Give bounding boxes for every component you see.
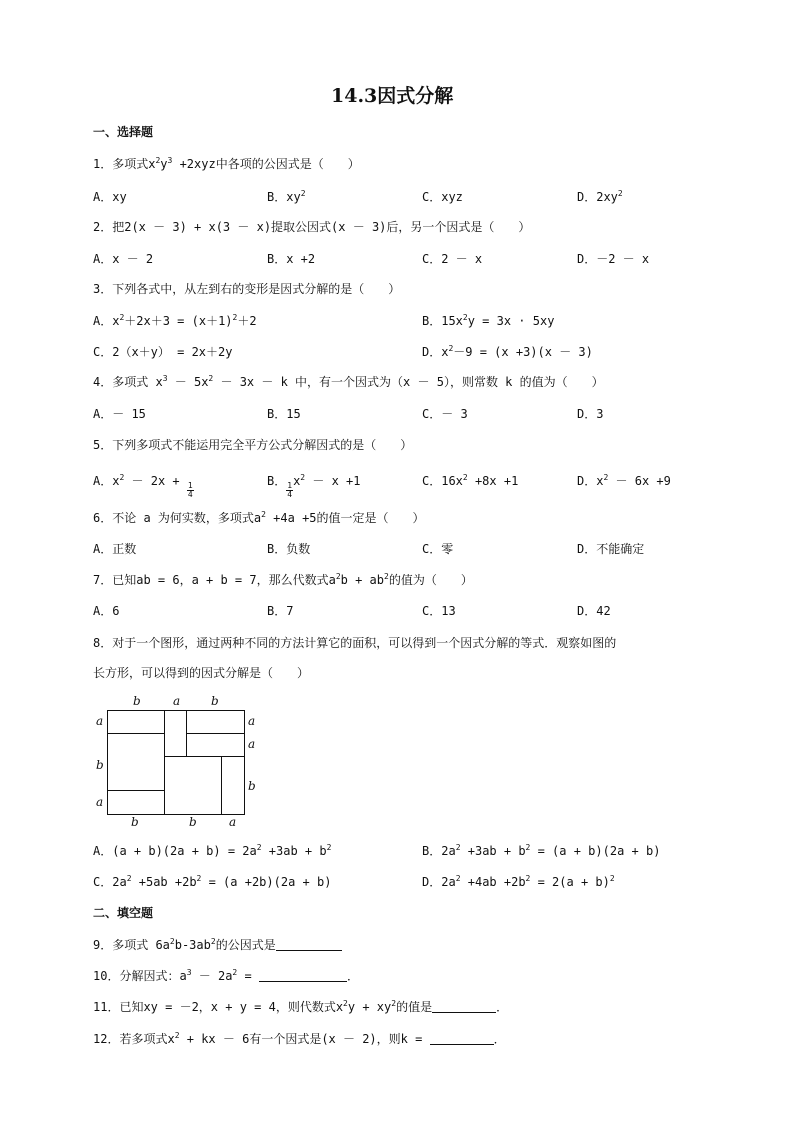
figure-label-left-b: b (96, 758, 104, 772)
figure-label-top-a: a (173, 694, 181, 708)
question-3: 3．下列各式中，从左到右的变形是因式分解的是（ ） (93, 282, 401, 296)
q8-option-d[interactable]: D．$2a^2 +4ab +2b^2 = 2(a + b)^2$ (422, 874, 615, 889)
section-choice: 一、选择题 (93, 125, 154, 139)
question-1: 1．多项式$x^2y^3 +2xyz$中各项的公因式是（ ） (93, 156, 360, 171)
figure-label-left-a: a (96, 714, 104, 728)
q8-option-b[interactable]: B．$2a^2 +3ab + b^2 = (a + b)(2a + b)$ (422, 843, 661, 858)
q4-option-a[interactable]: A．－ 15 (93, 407, 146, 421)
q2-option-d[interactable]: D．－2 － x (577, 252, 650, 266)
question-6: 6．不论 a 为何实数，多项式$a^2 +4a +5$的值一定是（ ） (93, 510, 425, 525)
q7-option-c[interactable]: C．13 (422, 604, 456, 618)
figure-outer-rect (108, 711, 245, 815)
q6-option-b[interactable]: B．负数 (267, 542, 311, 556)
question-4: 4．多项式 $x^3 - 5x^2 - 3x - k$ 中，有一个因式为（x － 5），则常数 k 的值为（ ） (93, 374, 604, 389)
q3-option-a[interactable]: A．$x^2+2x+3 = (x+1)^2+2$ (93, 313, 257, 328)
figure-label-top-b2: b (211, 694, 219, 708)
question-7: 7．已知ab = 6，a + b = 7，那么代数式$a^2b + ab^2$的值为（ ） (93, 572, 473, 587)
q11-answer-blank[interactable] (432, 1000, 496, 1013)
q1-option-b[interactable]: B．$xy^2$ (267, 189, 306, 204)
question-2: 2．把2(x － 3) + x(3 － x)提取公因式(x － 3)后，另一个因式是（ ） (93, 220, 531, 234)
section-fill: 二、填空题 (93, 906, 154, 920)
q3-option-d[interactable]: D．$x^2-9 = (x +3)(x - 3)$ (422, 344, 593, 359)
figure-label-right-b: b (248, 779, 256, 793)
q6-option-c[interactable]: C．零 (422, 542, 454, 556)
figure-label-bottom-b2: b (189, 815, 197, 829)
q1-option-c[interactable]: C．xyz (422, 190, 463, 204)
page-title: 14.3因式分解 (331, 85, 454, 107)
q5-option-a[interactable]: A．$x^2 - 2x$ + $\frac{1}{4}$ (93, 473, 193, 499)
q1-option-a[interactable]: A．xy (93, 190, 127, 204)
figure-label-left-a2: a (96, 795, 104, 809)
figure-label-bottom-a: a (229, 815, 237, 829)
question-8-line-1: 8．对于一个图形，通过两种不同的方法计算它的面积，可以得到一个因式分解的等式．观察如图的 (93, 636, 617, 650)
question-12: 12．若多项式$x^2$ + kx － 6有一个因式是(x － 2)，则k = ． (93, 1031, 506, 1046)
q2-option-a[interactable]: A．x － 2 (93, 252, 154, 266)
q8-option-c[interactable]: C．$2a^2 +5ab +2b^2 = (a +2b)(2a + b)$ (93, 874, 332, 889)
q6-option-a[interactable]: A．正数 (93, 542, 137, 556)
q2-option-c[interactable]: C．2 － x (422, 252, 483, 266)
figure-label-right-a2: a (248, 737, 256, 751)
figure-label-bottom-b: b (131, 815, 139, 829)
q12-answer-blank[interactable] (430, 1032, 494, 1045)
q7-option-b[interactable]: B．7 (267, 604, 294, 618)
q6-option-d[interactable]: D．不能确定 (577, 542, 645, 556)
q4-option-b[interactable]: B．15 (267, 407, 301, 421)
question-8-line-2: 长方形，可以得到的因式分解是（ ） (93, 666, 310, 680)
q7-option-d[interactable]: D．42 (577, 604, 611, 618)
figure-label-right-a: a (248, 714, 256, 728)
q5-option-b[interactable]: B． $\frac{1}{4}$ $x^2 - x +1$ (267, 473, 361, 499)
fraction-quarter: $\frac{1}{4}$ (287, 481, 293, 499)
figure-label-top-b: b (133, 694, 141, 708)
q7-option-a[interactable]: A．6 (93, 604, 120, 618)
q4-option-d[interactable]: D．3 (577, 407, 604, 421)
q3-option-c[interactable]: C．2（x＋y） = 2x＋2y (93, 345, 233, 359)
q10-answer-blank[interactable] (259, 969, 347, 982)
fraction-quarter: $\frac{1}{4}$ (187, 481, 193, 499)
rectangle-figure (93, 690, 263, 830)
q5-option-d[interactable]: D．$x^2 - 6x +9$ (577, 473, 671, 488)
question-10: 10．分解因式：$a^3 - 2a^2$ = ． (93, 968, 359, 983)
q2-option-b[interactable]: B．x +2 (267, 252, 316, 266)
q3-option-b[interactable]: B．$15x^2y = 3x \cdot 5xy$ (422, 313, 555, 328)
question-9: 9．多项式 $6a^2b-3ab^2$的公因式是 (93, 937, 342, 953)
q4-option-c[interactable]: C．－ 3 (422, 407, 468, 421)
q9-answer-blank[interactable] (276, 938, 342, 951)
q5-option-c[interactable]: C．$16x^2 +8x +1$ (422, 473, 519, 488)
question-5: 5．下列多项式不能运用完全平方公式分解因式的是（ ） (93, 438, 413, 452)
q1-option-d[interactable]: D．$2xy^2$ (577, 189, 623, 204)
question-11: 11．已知xy = －2，x + y = 4，则代数式$x^2y + xy^2$的值是 ． (93, 999, 509, 1014)
q8-option-a[interactable]: A．$(a + b)(2a + b) = 2a^2 +3ab + b^2$ (93, 843, 332, 858)
